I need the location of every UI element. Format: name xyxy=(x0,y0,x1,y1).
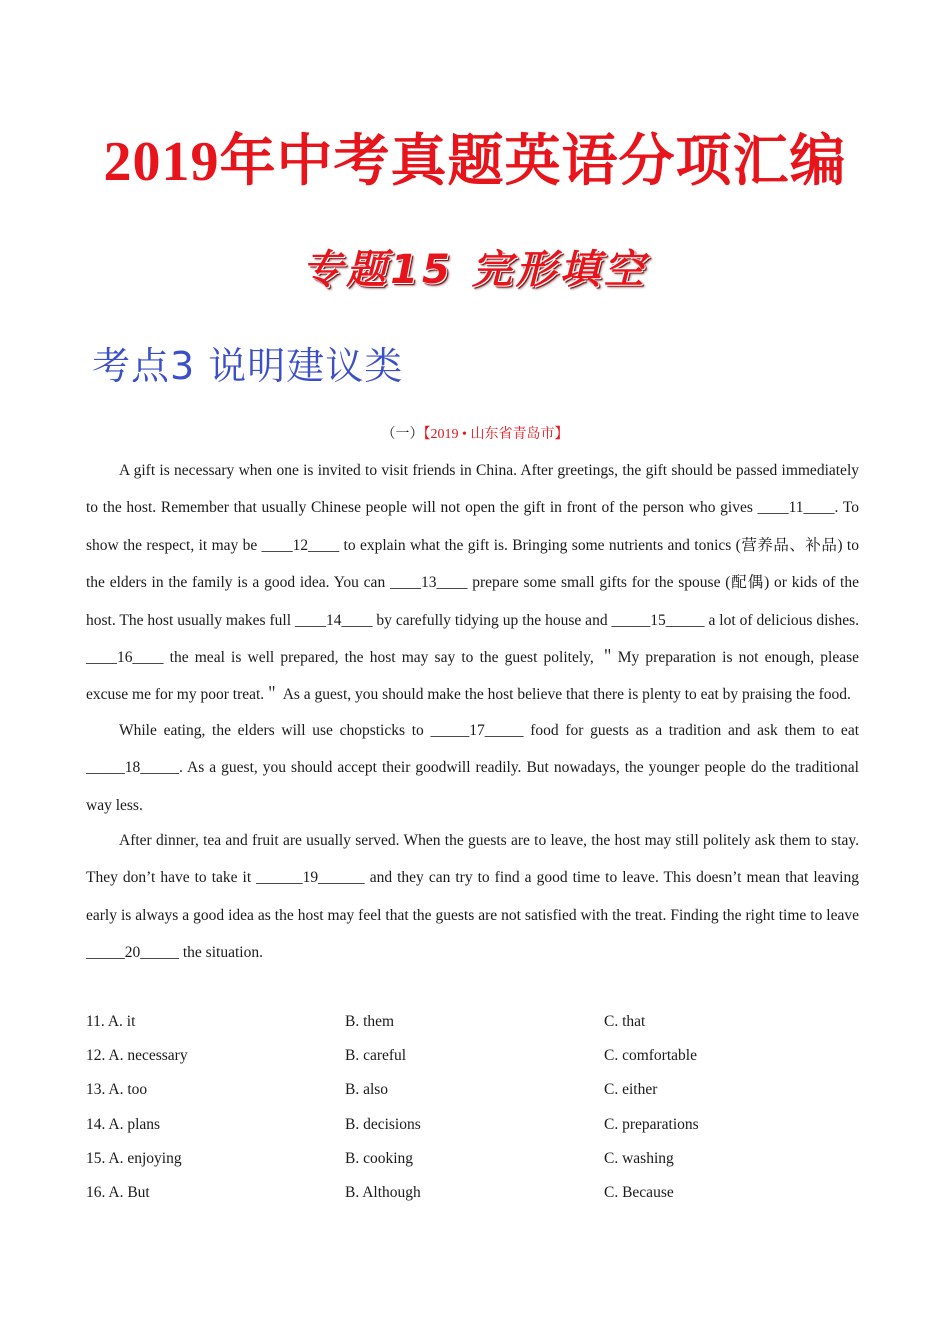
option-b: B. them xyxy=(345,1013,395,1030)
passage-paragraph: After dinner, tea and fruit are usually served. When the guests are to leave, the host may still politely ask them to stay. They don’t have to take it ______19______ and they can try to find a good time to leave. This doesn’t mean that leaving early is always a good idea as the host may feel that the guests are not satisfied with the treat. Finding the right time to leave _____20_____ the situation. xyxy=(86,832,859,962)
option-row xyxy=(86,1005,866,1039)
option-b: B. decisions xyxy=(345,1115,421,1133)
passage-paragraph: While eating, the elders will use chopsticks to _____17_____ food for guests as a tradition and ask them to eat _____18_____. As a guest, you should accept their goodwill readily. But nowadays, the younger people do the traditional way less. xyxy=(86,721,859,814)
option-row xyxy=(86,1073,866,1107)
option-c: C. comfortable xyxy=(604,1047,697,1065)
option-c: C. washing xyxy=(604,1149,674,1167)
option-c: C. either xyxy=(604,1081,658,1099)
option-c: C. Because xyxy=(604,1183,674,1201)
option-row xyxy=(86,1039,866,1073)
option-a: 16. A. But xyxy=(86,1183,150,1201)
option-c: C. preparations xyxy=(604,1115,699,1133)
option-row xyxy=(86,1142,866,1176)
source-label: 【2019 • 山东省青岛市】 xyxy=(423,427,569,442)
passage-number: （一） xyxy=(381,427,424,442)
section-heading: 考点3 说明建议类 xyxy=(92,344,404,388)
option-a: 12. A. necessary xyxy=(86,1047,188,1065)
source-line xyxy=(0,424,950,446)
option-b: B. careful xyxy=(345,1047,407,1065)
option-b: B. cooking xyxy=(345,1149,414,1167)
passage-paragraph: A gift is necessary when one is invited to visit friends in China. After greetings, the gift should be passed immediately to the host. Remember that usually Chinese people will not open the gift in front of the person who gives ____11____. To show the respect, it may be ____12____ to explain what the gift is. Bringing some nutrients and tonics (营养品、补品) to the elders in the family is a good idea. You can ____13____ prepare some small gifts for the spouse (配偶) or kids of the host. The host usually makes full ____14____ by carefully tidying up the house and _____15_____ a lot of delicious dishes. ____16____ the meal is well prepared, the host may say to the guest politely, ＂My preparation is not enough, please excuse me for my poor treat.＂ As a guest, you should make the host believe that there is plenty to eat by praising the food. xyxy=(86,462,859,704)
option-row xyxy=(86,1108,866,1142)
option-a: 14. A. plans xyxy=(86,1115,161,1133)
option-c: C. that xyxy=(604,1013,646,1030)
cloze-passage xyxy=(86,452,859,972)
option-b: B. also xyxy=(345,1081,389,1099)
topic-subtitle: 专题15 完形填空 xyxy=(302,247,648,293)
option-row xyxy=(86,1176,866,1210)
option-a: 11. A. it xyxy=(86,1013,136,1030)
option-a: 15. A. enjoying xyxy=(86,1149,182,1167)
answer-options xyxy=(86,1005,866,1210)
option-b: B. Although xyxy=(345,1183,421,1201)
option-a: 13. A. too xyxy=(86,1081,148,1099)
document-title: 2019年中考真题英语分项汇编 xyxy=(103,131,847,193)
